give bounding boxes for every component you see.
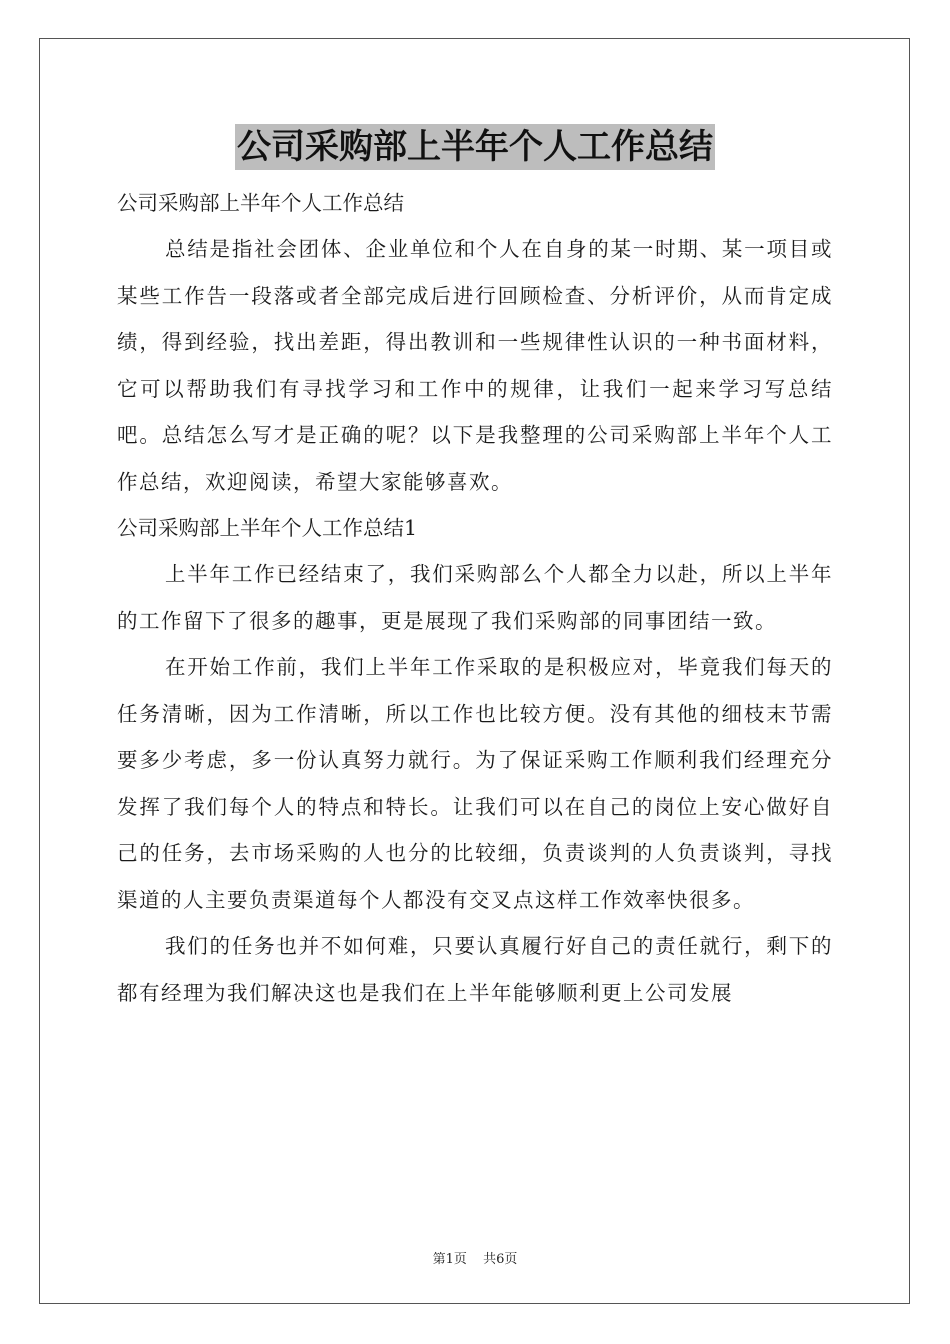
- document-title: 公司采购部上半年个人工作总结: [235, 124, 715, 170]
- page-number: 第1页: [432, 1252, 467, 1267]
- title-wrap: [117, 124, 833, 178]
- body-paragraph-2: 在开始工作前，我们上半年工作采取的是积极应对，毕竟我们每天的任务清晰，因为工作清晰，所以工作也比较方便。没有其他的细枝末节需要多少考虑，多一份认真努力就行。为了保证采购工作顺利我们经理充分发挥了我们每个人的特点和特长。让我们可以在自己的岗位上安心做好自己的任务，去市场采购的人也分的比较细，负责谈判的人负责谈判，寻找渠道的人主要负责渠道每个人都没有交叉点这样工作效率快很多。: [117, 655, 833, 912]
- body-paragraph-3: 我们的任务也并不如何难，只要认真履行好自己的责任就行，剩下的都有经理为我们解决这也是我们在上半年能够顺利更上公司发展: [117, 934, 833, 1005]
- page-footer: [0, 1248, 950, 1267]
- section-heading: 公司采购部上半年个人工作总结1: [117, 516, 418, 540]
- page-total: 共6页: [483, 1252, 518, 1267]
- document-subtitle: 公司采购部上半年个人工作总结: [117, 191, 404, 215]
- intro-paragraph: 总结是指社会团体、企业单位和个人在自身的某一时期、某一项目或某些工作告一段落或者全部完成后进行回顾检查、分析评价，从而肯定成绩，得到经验，找出差距，得出教训和一些规律性认识的一种书面材料，它可以帮助我们有寻找学习和工作中的规律，让我们一起来学习写总结吧。总结怎么写才是正确的呢？以下是我整理的公司采购部上半年个人工作总结，欢迎阅读，希望大家能够喜欢。: [117, 237, 833, 494]
- body-paragraph-1: 上半年工作已经结束了，我们采购部么个人都全力以赴，所以上半年的工作留下了很多的趣事，更是展现了我们采购部的同事团结一致。: [117, 562, 833, 633]
- document-body: [117, 124, 833, 1016]
